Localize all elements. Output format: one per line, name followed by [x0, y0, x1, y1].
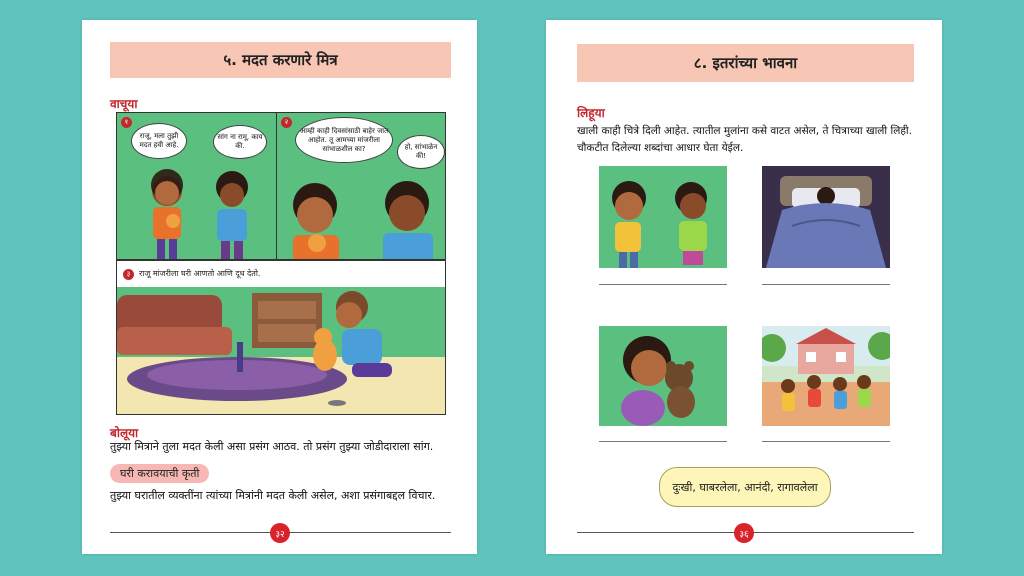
left-page-title: ५. मदत करणारे मित्र — [110, 42, 451, 78]
word-box: दुःखी, घाबरलेला, आनंदी, रागावलेला — [659, 467, 831, 507]
panel-2-bubble-1: आम्ही काही दिवसांसाठी बाहेर जात आहोत. तू आमच्या मांजरीला सांभाळशील का? — [295, 117, 393, 163]
panel-1-bubble-2: सांग ना रामू, काय की. — [213, 125, 267, 159]
comic-panel-3 — [116, 260, 446, 415]
home-activity-label: घरी करावयाची कृती — [110, 464, 209, 483]
panel-3-caption: राजू मांजरीला घरी आणतो आणि दूध देतो. — [139, 269, 261, 278]
panel-1-bubble-1: राजू, मला तुझी मदत हवी आहे. — [131, 123, 187, 159]
picture-angry-children — [599, 166, 727, 268]
picture-crying-girl — [599, 326, 727, 426]
right-page-number: ३६ — [734, 523, 754, 543]
panel-3-illustration — [117, 287, 445, 414]
speak-text: तुझ्या मित्राने तुला मदत केली असा प्रसंग आठव. तो प्रसंग तुझ्या जोडीदाराला सांग. — [110, 440, 434, 453]
left-page — [82, 20, 477, 554]
left-page-number: ३२ — [270, 523, 290, 543]
answer-line-4[interactable] — [762, 441, 890, 442]
write-heading: लिहूया — [577, 106, 605, 120]
picture-happy-children — [762, 326, 890, 426]
panel-2-bubble-2: हो, सांभाळेन की! — [397, 135, 445, 169]
crying-girl-illustration — [599, 326, 727, 426]
happy-children-illustration — [762, 326, 890, 426]
picture-scared-child — [762, 166, 890, 268]
angry-children-illustration — [599, 166, 727, 268]
answer-line-1[interactable] — [599, 284, 727, 285]
comic-panel-2 — [276, 112, 446, 260]
instruction-text: खाली काही चित्रे दिली आहेत. त्यातील मुलांना कसे वाटत असेल, ते चित्राच्या खाली लिही. चौकटीत दिलेल्या शब्दांचा आधार घेता येईल. — [577, 125, 912, 154]
panel-3-scene — [117, 287, 445, 414]
speak-heading: बोलूया — [110, 426, 139, 440]
home-activity-text: तुझ्या घरातील व्यक्तींना त्यांच्या मित्रांनी मदत केली असेल, अशा प्रसंगाबद्दल विचार. — [110, 489, 436, 502]
panel-2-badge: २ — [281, 117, 292, 128]
answer-line-3[interactable] — [599, 441, 727, 442]
read-heading: वाचूया — [110, 97, 138, 111]
right-page — [546, 20, 942, 554]
panel-2-illustration — [277, 113, 445, 259]
panel-3-badge: ३ — [123, 269, 134, 280]
panel-1-illustration — [117, 113, 277, 259]
scared-child-illustration — [762, 166, 890, 268]
right-page-title: ८. इतरांच्या भावना — [577, 44, 914, 82]
comic-panel-1 — [116, 112, 278, 260]
answer-line-2[interactable] — [762, 284, 890, 285]
panel-1-badge: १ — [121, 117, 132, 128]
